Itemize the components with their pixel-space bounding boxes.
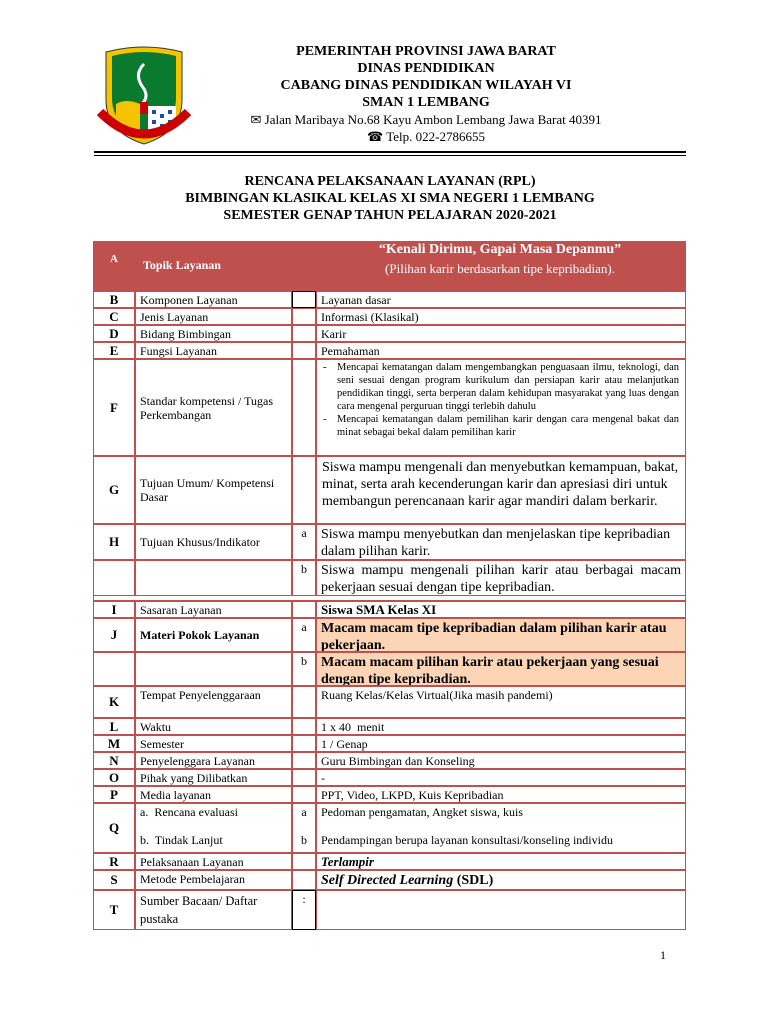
list-item	[323, 361, 679, 413]
row-d-value: Karir	[316, 325, 686, 342]
row-q-value-b: Pendampingan berupa layanan konsultasi/konseling individu	[321, 833, 613, 847]
row-m-letter: M	[93, 735, 135, 752]
row-m-label: Semester	[135, 735, 292, 752]
row-o-letter: O	[93, 769, 135, 786]
row-j-marker-a: a	[292, 618, 316, 652]
row-b-marker	[292, 291, 316, 308]
doc-title-line1: RENCANA PELAKSANAAN LAYANAN (RPL)	[244, 174, 536, 189]
row-r-value: Terlampir	[316, 853, 686, 870]
telephone-icon: ☎	[367, 129, 384, 144]
doc-title-line2: BIMBINGAN KLASIKAL KELAS XI SMA NEGERI 1 LEMBANG	[185, 191, 595, 206]
row-o-value: -	[316, 769, 686, 786]
method-rest: (SDL)	[453, 873, 494, 888]
row-b-value: Layanan dasar	[316, 291, 686, 308]
row-s-letter: S	[93, 870, 135, 890]
competency-1: Mencapai kematangan dalam mengembangkan penguasaan ilmu, teknologi, dan seni sesuai dengan program kurikulum dan persiapan karir atau melanjutkan pendidikan tinggi, serta berperan dalam kehidupan masyarakat yang luas dengan cara mengenal perguruan tinggi terlebih dahulu	[337, 362, 679, 412]
row-l-marker	[292, 718, 316, 735]
letterhead-line2: DINAS PENDIDIKAN	[357, 61, 495, 76]
address-line	[200, 111, 652, 129]
row-j-value-b: Macam macam pilihan karir atau pekerjaan yang sesuai dengan tipe kepribadian.	[316, 652, 686, 686]
row-g-letter: G	[93, 456, 135, 524]
row-d-marker	[292, 325, 316, 342]
row-j-letter: J	[93, 618, 135, 652]
row-a-subtopic: (Pilihan karir berdasarkan tipe kepribadian).	[385, 261, 615, 276]
row-h-marker-b: b	[292, 560, 316, 596]
row-r-marker	[292, 853, 316, 870]
row-q-label	[135, 803, 292, 853]
row-l-letter: L	[93, 718, 135, 735]
row-d-label: Bidang Bimbingan	[135, 325, 292, 342]
row-c-label: Jenis Layanan	[135, 308, 292, 325]
row-k-marker	[292, 686, 316, 718]
bullet: -	[323, 414, 327, 425]
row-b-label: Komponen Layanan	[135, 291, 292, 308]
row-a-letter: A	[110, 253, 118, 265]
envelope-icon: ✉	[250, 112, 262, 127]
phone-text: Telp. 022-2786655	[386, 129, 485, 144]
row-t-letter: T	[93, 890, 135, 930]
divider	[94, 155, 686, 156]
letterhead-line1: PEMERINTAH PROVINSI JAWA BARAT	[296, 44, 556, 59]
row-q-label-b: b. Tindak Lanjut	[140, 833, 223, 847]
row-d-letter: D	[93, 325, 135, 342]
row-t-label: Sumber Bacaan/ Daftar pustaka	[135, 890, 292, 930]
row-i-marker	[292, 601, 316, 618]
row-m-marker	[292, 735, 316, 752]
row-c-value: Informasi (Klasikal)	[316, 308, 686, 325]
row-l-value: 1 x 40 menit	[316, 718, 686, 735]
row-c-marker	[292, 308, 316, 325]
divider	[94, 151, 686, 153]
row-t-marker: :	[292, 890, 316, 930]
letterhead-line4: SMAN 1 LEMBANG	[362, 95, 490, 110]
page-number: 1	[660, 948, 666, 962]
row-c-letter: C	[93, 308, 135, 325]
row-p-marker	[292, 786, 316, 803]
row-i-letter: I	[93, 601, 135, 618]
row-g-marker	[292, 456, 316, 524]
row-q-value	[316, 803, 686, 853]
row-q-marker-a: a	[301, 805, 307, 819]
row-r-letter: R	[93, 853, 135, 870]
row-g-value: Siswa mampu mengenali dan menyebutkan kemampuan, bakat, minat, serta arah kecenderungan karir dan apresiasi diri untuk membangun perencanaan karir agar mandiri dalam berkarir.	[316, 456, 686, 524]
row-g-label: Tujuan Umum/ Kompetensi Dasar	[135, 456, 292, 524]
competency-2: Mencapai kematangan dalam pemilihan karir dengan cara mengenal bakat dan minat sebagai bekal dalam pemilihan karir	[337, 414, 679, 438]
letterhead-line3: CABANG DINAS PENDIDIKAN WILAYAH VI	[280, 78, 572, 93]
row-n-letter: N	[93, 752, 135, 769]
row-j-letter-empty	[93, 652, 135, 686]
row-n-label: Penyelenggara Layanan	[135, 752, 292, 769]
row-i-label: Sasaran Layanan	[135, 601, 292, 618]
row-e-letter: E	[93, 342, 135, 359]
row-q-marker-b: b	[301, 833, 307, 847]
row-b-letter: B	[93, 291, 135, 308]
row-s-marker	[292, 870, 316, 890]
row-t-value	[316, 890, 686, 930]
row-h-letter: H	[93, 524, 135, 560]
row-h-value-a: Siswa mampu menyebutkan dan menjelaskan tipe kepribadian dalam pilihan karir.	[316, 524, 686, 560]
row-k-letter: K	[93, 686, 135, 718]
row-f-letter: F	[93, 359, 135, 456]
bullet: -	[323, 362, 327, 373]
row-m-value: 1 / Genap	[316, 735, 686, 752]
row-h-letter-empty	[93, 560, 135, 596]
row-j-label: Materi Pokok Layanan	[135, 618, 292, 652]
row-p-letter: P	[93, 786, 135, 803]
logo	[96, 44, 192, 146]
row-n-value: Guru Bimbingan dan Konseling	[316, 752, 686, 769]
row-h-label: Tujuan Khusus/Indikator	[135, 524, 292, 560]
row-e-value: Pemahaman	[316, 342, 686, 359]
row-k-value: Ruang Kelas/Kelas Virtual(Jika masih pandemi)	[316, 686, 686, 718]
row-h-marker-a: a	[292, 524, 316, 560]
row-e-label: Fungsi Layanan	[135, 342, 292, 359]
row-p-value: PPT, Video, LKPD, Kuis Kepribadian	[316, 786, 686, 803]
row-o-label: Pihak yang Dilibatkan	[135, 769, 292, 786]
row-l-label: Waktu	[135, 718, 292, 735]
row-q-value-a: Pedoman pengamatan, Angket siswa, kuis	[321, 805, 523, 819]
row-j-label-empty	[135, 652, 292, 686]
doc-title-line3: SEMESTER GENAP TAHUN PELAJARAN 2020-2021	[223, 208, 557, 223]
row-e-marker	[292, 342, 316, 359]
row-j-value-a: Macam macam tipe kepribadian dalam pilihan karir atau pekerjaan.	[316, 618, 686, 652]
row-a-label: Topik Layanan	[143, 258, 221, 272]
row-i-value: Siswa SMA Kelas XI	[316, 601, 686, 618]
row-h-value-b: Siswa mampu mengenali pilihan karir atau berbagai macam pekerjaan sesuai dengan tipe kepribadian.	[316, 560, 686, 596]
address-text: Jalan Maribaya No.68 Kayu Ambon Lembang Jawa Barat 40391	[264, 112, 602, 127]
row-f-label: Standar kompetensi / Tugas Perkembangan	[135, 359, 292, 456]
row-h-label-empty	[135, 560, 292, 596]
list-item	[323, 413, 679, 439]
row-f-marker	[292, 359, 316, 456]
row-f-value	[316, 359, 686, 456]
row-j-marker-b: b	[292, 652, 316, 686]
row-k-label: Tempat Penyelenggaraan	[135, 686, 292, 718]
row-q-label-a: a. Rencana evaluasi	[140, 805, 238, 819]
row-q-letter: Q	[93, 803, 135, 853]
row-o-marker	[292, 769, 316, 786]
row-q-marker	[292, 803, 316, 853]
row-n-marker	[292, 752, 316, 769]
row-s-label: Metode Pembelajaran	[135, 870, 292, 890]
phone-line	[200, 128, 652, 146]
row-a-topic: “Kenali Dirimu, Gapai Masa Depanmu”	[378, 242, 622, 257]
method-italic: Self Directed Learning	[321, 873, 454, 888]
row-r-label: Pelaksanaan Layanan	[135, 853, 292, 870]
row-p-label: Media layanan	[135, 786, 292, 803]
row-s-value	[316, 870, 686, 890]
